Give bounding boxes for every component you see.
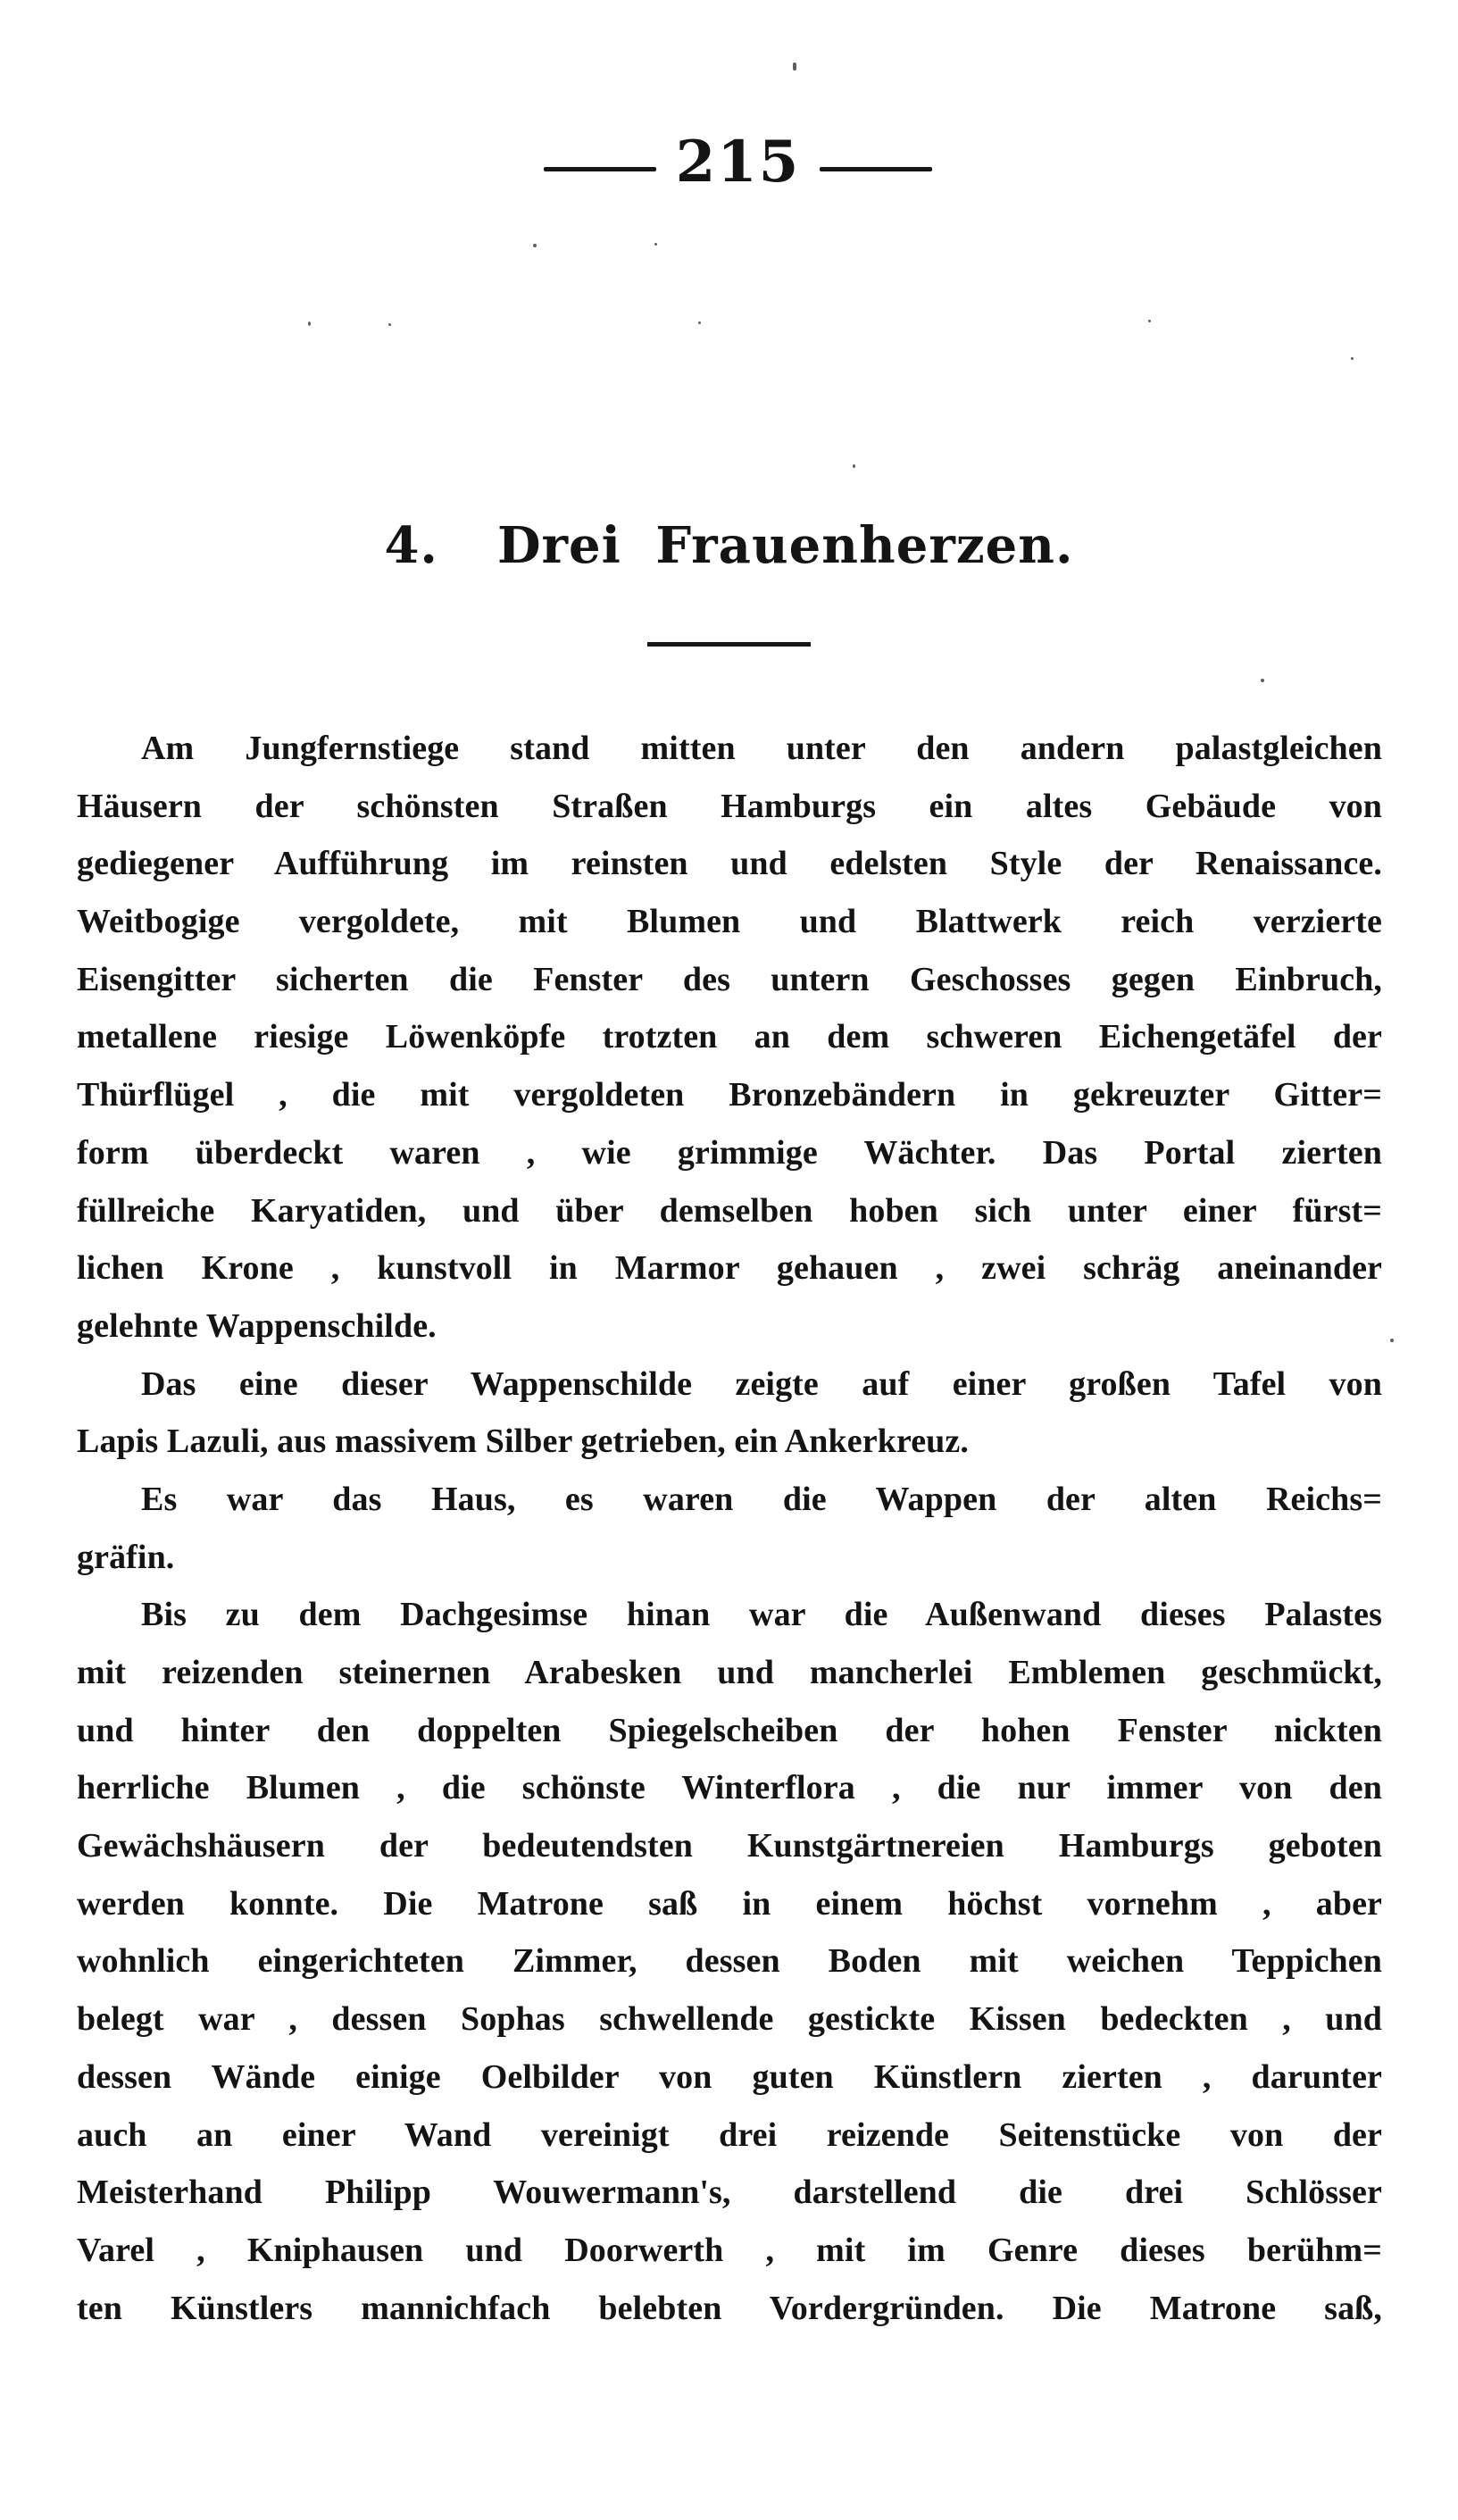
scan-speck [388,323,391,326]
text-line: ten Künstlers mannichfach belebten Vordergründen. Die Matrone saß, [77,2289,1382,2327]
text-line: Gewächshäusern der bedeutendsten Kunstgärtnereien Hamburgs geboten [77,1827,1382,1865]
page-header [0,129,1458,196]
body-text [77,720,1382,2337]
paragraph [77,1356,1382,1471]
heading-rule [647,642,811,647]
text-line: herrliche Blumen , die schönste Winterflora , die nur immer von den [77,1769,1382,1807]
text-line: Das eine dieser Wappenschilde zeigte auf einer großen Tafel von [141,1364,1382,1403]
text-line: Thürflügel , die mit vergoldeten Bronzebändern in gekreuzter Gitter= [77,1076,1382,1114]
page-number: 215 [675,129,801,196]
text-line: mit reizenden steinernen Arabesken und mancherlei Emblemen geschmückt, [77,1654,1382,1691]
text-line: Lapis Lazuli, aus massivem Silber getrieben, ein Ankerkreuz. [77,1423,969,1461]
paragraph [77,720,1382,1356]
text-line: Häusern der schönsten Straßen Hamburgs ein altes Gebäude von [77,787,1382,825]
text-line: Varel , Kniphausen und Doorwerth , mit im Genre dieses berühm= [77,2231,1382,2269]
text-line: Weitbogige vergoldete, mit Blumen und Blattwerk reich verzierte [77,903,1382,941]
scan-speck [1390,1339,1394,1342]
text-line: werden konnte. Die Matrone saß in einem höchst vornehm , aber [77,1884,1382,1923]
text-line: wohnlich eingerichteten Zimmer, dessen Boden mit weichen Teppichen [77,1942,1382,1981]
text-line: und hinter den doppelten Spiegelscheiben der hohen Fenster nickten [77,1711,1382,1749]
text-line: form überdeckt waren , wie grimmige Wächter. Das Portal zierten [77,1133,1382,1172]
scan-speck [533,244,537,247]
text-line: Meisterhand Philipp Wouwermann's, darstellend die drei Schlösser [77,2174,1382,2212]
chapter-number: 4. [384,516,438,575]
text-line: dessen Wände einige Oelbilder von guten Künstlern zierten , darunter [77,2057,1382,2096]
text-line: metallene riesige Löwenköpfe trotzten an dem schweren Eichengetäfel der [77,1018,1382,1056]
text-line: füllreiche Karyatiden, und über demselben hoben sich unter einer fürst= [77,1191,1382,1230]
scan-speck [1351,357,1354,360]
page-header-group [544,129,933,196]
chapter-title: Drei Frauenherzen. [496,516,1074,575]
text-line: gräfin. [77,1538,175,1576]
scan-speck [853,464,855,468]
scan-speck [1261,679,1264,682]
chapter-heading [0,516,1458,576]
paragraph [77,1471,1382,1586]
text-line: gelehnte Wappenschilde. [77,1306,437,1345]
text-line: auch an einer Wand vereinigt drei reizende Seitenstücke von der [77,2115,1382,2154]
text-line: lichen Krone , kunstvoll in Marmor gehauen , zwei schräg aneinander [77,1249,1382,1288]
paragraph [77,1586,1382,2337]
scan-speck [1148,320,1151,322]
text-line: Eisengitter sicherten die Fenster des untern Geschosses gegen Einbruch, [77,960,1382,998]
text-line: Bis zu dem Dachgesimse hinan war die Außenwand dieses Palastes [141,1596,1382,1634]
scan-speck [308,321,311,326]
scan-speck [698,321,701,324]
scan-speck [793,63,796,71]
text-line: gediegener Aufführung im reinsten und edelsten Style der Renaissance. [77,845,1382,883]
text-line: Am Jungfernstiege stand mitten unter den andern palastgleichen [141,730,1382,767]
text-line: belegt war , dessen Sophas schwellende gestickte Kissen bedeckten , und [77,2000,1382,2039]
scan-speck [654,243,657,246]
text-line: Es war das Haus, es waren die Wappen der alten Reichs= [141,1480,1382,1518]
header-rule-right [820,167,932,171]
header-rule-left [544,167,656,171]
